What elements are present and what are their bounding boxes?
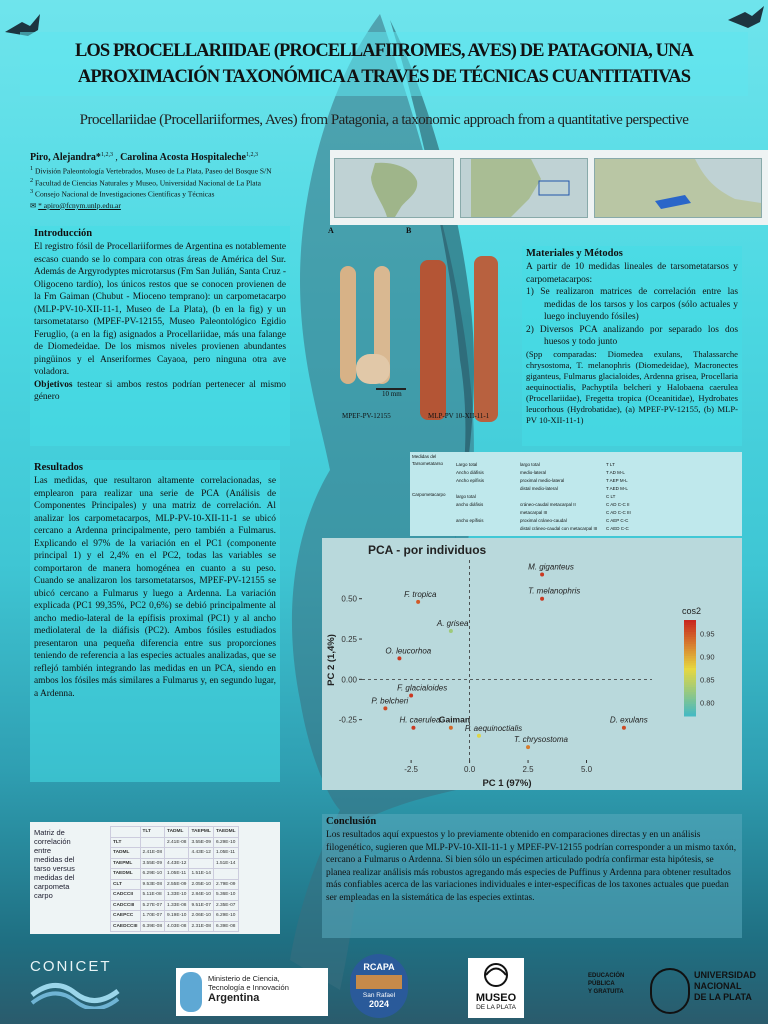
- author-1: Piro, Alejandra*: [30, 152, 101, 164]
- measurement-cell: T LT: [606, 462, 615, 467]
- ministerio-country: Argentina: [208, 992, 260, 1004]
- measurement-cell: C AD C-C III: [606, 510, 631, 515]
- figure-label-a: A: [328, 226, 334, 235]
- pca-point-label: F. tropica: [404, 589, 437, 599]
- unlp-logo-text: [694, 970, 756, 1003]
- x-tick-label: 0.0: [464, 765, 476, 774]
- argentina-shield-icon: [180, 972, 202, 1012]
- museo-emblem: [476, 962, 516, 988]
- results-text: Las medidas, que resultaron altamente correlacionadas, se emplearon para realizar una serie de PCA (Análisis de Componentes Principales) y una matriz de correlación. Al analizar los carpometacarpos, MLP-PV-10-XII-11-1 se ubicó cercano a Ardenna principalmente, pero también a Fulmarus. Explicando el 97% de la variación en el PC1 (componente principal 1) y el 2,4% en el PC2, todas las variables se comportaron de manera homogénea en cuanto a su peso. Cuando se analizaron los tarsometatarsos, MPEF-PV-12155 se ubicó cercano a Fulmarus y luego a Ardenna. La variación explicada (PC1 99,35%, PC2 0,6%) se debió principalmente al ancho medio-lateral de la epífisis proximal (PC1) y al ancho mediolateral de la diáfisis (PC2). Ambos fósiles estudiados presentaron una pequeña diferencia entre sus proporciones teniendo de referencia a las especies actuales analizadas, que se reflejó también integrando las medidas en un PCA, siendo en ambos los fósiles más similares a Fulmarus y, en segundo lugar, a Ardenna.: [34, 476, 276, 699]
- matrix-label: Matriz de correlación entre medidas del tarso versus medidas del carpometa carpo: [34, 828, 75, 900]
- measurement-cell: C LT: [606, 494, 616, 499]
- objectives-text: testear si ambos restos podrían pertenecer al mismo género: [34, 379, 286, 402]
- matrix-cell: 3.55E-09: [140, 858, 164, 869]
- matrix-row: [111, 848, 239, 859]
- legend-tick-label: 0.80: [700, 698, 715, 708]
- pca-point-label: P. aequinoctialis: [464, 723, 523, 733]
- y-axis-label: PC 2 (1,4%): [326, 634, 337, 686]
- affiliation-3: Consejo Nacional de Investigaciones Científicas y Técnicas: [35, 189, 215, 199]
- matrix-row-label: TAEPML: [111, 858, 141, 869]
- matrix-cell: 2.31E-08: [189, 921, 213, 932]
- ministerio-line-2: Tecnología e Innovación: [208, 983, 289, 992]
- measurement-cell: metacarpal III: [520, 510, 548, 515]
- matrix-cell: 2.84E-10: [189, 890, 213, 901]
- conclusion-heading: Conclusión: [326, 816, 377, 827]
- tarsometatarsus-bone-1: [340, 266, 356, 384]
- matrix-header-cell: TAEDML: [213, 827, 238, 838]
- matrix-row: [111, 911, 239, 922]
- x-axis-label: PC 1 (97%): [482, 778, 532, 789]
- ministerio-line-1: Ministerio de Ciencia,: [208, 974, 280, 983]
- matrix-cell: [213, 869, 238, 880]
- pca-point-label: O. leucorhoa: [385, 646, 432, 656]
- unlp-line-2: NACIONAL: [694, 981, 742, 991]
- results-heading: Resultados: [34, 462, 84, 473]
- matrix-row-label: TLT: [111, 837, 141, 848]
- legend-tick-label: 0.90: [700, 652, 715, 662]
- unlp-side-2: PÚBLICA: [588, 981, 615, 987]
- matrix-cell: 1.70E-07: [140, 911, 164, 922]
- pca-point: [397, 656, 401, 660]
- matrix-cell: 4.03E-08: [165, 921, 189, 932]
- measurement-cell: proximal cráneo-caudal: [520, 518, 567, 523]
- carpometacarpus-bone-1: [420, 260, 446, 420]
- measurement-cell: Largo total: [456, 462, 478, 467]
- pca-point: [540, 597, 544, 601]
- map-chubut-locality: [594, 158, 762, 218]
- matrix-cell: 1.33E-10: [165, 890, 189, 901]
- pca-point-label: M. giganteus: [528, 562, 574, 572]
- pca-point-label: A. grisea: [436, 618, 469, 628]
- pca-point-label: Gaiman: [438, 714, 471, 725]
- pca-point: [622, 726, 626, 730]
- unlp-side-1: EDUCACIÓN: [588, 973, 625, 979]
- measurements-table: [410, 452, 742, 536]
- matrix-row-label: CAEDCCIII: [111, 921, 141, 932]
- measurement-cell: distal medio-lateral: [520, 486, 558, 491]
- unlp-line-3: DE LA PLATA: [694, 992, 752, 1002]
- matrix-header-row: [111, 827, 239, 838]
- tarsometatarsus-distal: [356, 354, 390, 384]
- rcapa-city: San Rafael: [362, 992, 396, 999]
- matrix-cell: [165, 848, 189, 859]
- poster-title: [40, 38, 728, 90]
- authors-block: Piro, Alejandra*$^{1,2,3}$ , Carolina Acosta Hospitaleche$^{1,2,3}$ $^1$ División Paleontología Vertebrados, Museo de La Plata, Paseo del Bosque S/N $^2$ Facultad de Ciencias Naturales y Museo, Universidad Nacional de La Plata $^3$ Consejo Nacional de Investigaciones Científicas y Técnicas ✉ * apiro@fcnym.unlp.edu.ar: [30, 152, 272, 210]
- matrix-row-label: TAEDML: [111, 869, 141, 880]
- pca-point-label: D. exulans: [609, 715, 648, 725]
- methods-heading: Materiales y Métodos: [526, 248, 623, 259]
- matrix-row-label: TADML: [111, 848, 141, 859]
- pca-point: [383, 706, 387, 710]
- bird-icon-right: [728, 6, 764, 28]
- matrix-cell: 4.43E-12: [165, 858, 189, 869]
- matrix-cell: 9.19E-10: [165, 911, 189, 922]
- title-line-1: LOS PROCELLARIIDAE (PROCELLAFIIROMES, AVES) DE PATAGONIA, UNA: [74, 41, 694, 61]
- measurement-cell: C AD C-C II: [606, 502, 630, 507]
- matrix-cell: 2.55E-09: [165, 879, 189, 890]
- y-tick-label: 0.25: [341, 635, 357, 645]
- matrix-cell: 5.27E-07: [140, 900, 164, 911]
- author-email[interactable]: * apiro@fcnym.unlp.edu.ar: [38, 200, 121, 210]
- measurements-head-2: Tarsometatarso: [412, 461, 444, 466]
- measurement-cell: Ancho diáfisis: [456, 470, 484, 475]
- matrix-cell: 2.05E-10: [189, 879, 213, 890]
- methods-section: [522, 246, 742, 446]
- matrix-header-cell: [111, 827, 141, 838]
- matrix-cell: 2.06E-10: [189, 911, 213, 922]
- measurement-cell: C AED C-C: [606, 526, 629, 531]
- measurement-cell: distal cráneo-caudal con metacarpal III: [520, 526, 598, 531]
- measurement-cell: T AEP M-L: [606, 478, 628, 483]
- introduction-text: El registro fósil de Procellariiformes de Argentina es notablemente escaso cuando se lo compara con otras áreas de América del Sur. Además de Argyrodyptes microtarsus (Fm San Julián, Santa Cruz - Oligoceno tardío), los únicos restos que se conocen provienen de la Fm Gaiman (Chubut - Mioceno temprano): un carpometacarpo (MLP-PV-10-XII-11-1, Museo de La Plata), (b en la fig) y un tarsometatarso (MPEF-PV-12155, Museo Paleontológico Egidio Feruglio, (a en la fig) asignados a Procellariidae, más una falange de Diomedeidae. De los mismos niveles provienen abundantes pingüinos y el Anseriformes Cayaoa, pero ninguna otra ave voladora.: [34, 242, 286, 377]
- x-tick-label: 2.5: [522, 765, 534, 774]
- conclusion-section: [322, 814, 742, 938]
- author-separator: ,: [112, 153, 121, 164]
- pca-point: [449, 726, 453, 730]
- measurement-cell: Ancho epífisis: [456, 478, 485, 483]
- matrix-cell: 9.53E-08: [140, 879, 164, 890]
- matrix-cell: 2.79E-09: [213, 879, 238, 890]
- ministerio-logo: [176, 968, 328, 1016]
- matrix-header-cell: TLT: [140, 827, 164, 838]
- chart-title: PCA - por individuos: [368, 543, 487, 557]
- pca-point: [416, 600, 420, 604]
- pca-point-label: F. glacialoides: [397, 683, 448, 693]
- matrix-cell: 9.51E-07: [189, 900, 213, 911]
- unlp-side-3: Y GRATUITA: [588, 989, 624, 995]
- rcapa-landscape: [356, 975, 402, 989]
- measurement-cell: medio-lateral: [520, 470, 547, 475]
- matrix-cell: [140, 837, 164, 848]
- measurements-head-3: Carpometacarpo: [412, 492, 446, 497]
- author-2: Carolina Acosta Hospitaleche: [120, 152, 246, 164]
- caption-b: MLP-PV 10-XII-11-1: [428, 412, 490, 420]
- matrix-cell: 1.05E-11: [165, 869, 189, 880]
- title-line-2: APROXIMACIÓN TAXONÓMICA A TRAVÉS DE TÉCNICAS CUANTITATIVAS: [77, 67, 691, 87]
- matrix-cell: 5.11E-08: [140, 890, 164, 901]
- methods-item-1: 1) Se realizaron matrices de correlación entre las medidas de los tarsos y los carpos (sólo actuales y luego incluyendo fósiles): [526, 287, 738, 322]
- matrix-cell: 6.29E-10: [213, 837, 238, 848]
- matrix-row-label: CADCCII: [111, 890, 141, 901]
- matrix-cell: 6.29E-10: [140, 869, 164, 880]
- y-tick-label: -0.25: [338, 715, 357, 725]
- matrix-header-cell: TADML: [165, 827, 189, 838]
- pca-chart: [322, 538, 742, 790]
- conclusion-text: Los resultados aquí expuestos y lo previamente obtenido en comparaciones directas y en un análisis filogenético, sugieren que MLP-PV-10-XII-11-1 y MPEF-PV-12155 podrían corresponder a un mismo taxón, cercano a Fulmarus o Ardenna. Si bien sólo un espécimen articulado podría confirmar esta hipótesis, se planea realizar análisis más robustos agregando más especies de Puffinus y Ardenna para obtener resultados más confiables acerca de las variaciones individuales e inter-específicas de los taxones actuales que puedan ser empleadas en la sistemática de las especies extintas.: [326, 830, 737, 903]
- results-section: [30, 460, 280, 782]
- matrix-cell: 1.05E-11: [213, 848, 238, 859]
- matrix-cell: 6.39E-08: [213, 921, 238, 932]
- poster-subtitle: Procellariidae (Procellariiformes, Aves) from Patagonia, a taxonomic approach from a quantitative perspective: [79, 112, 689, 128]
- legend-title: cos2: [682, 606, 702, 616]
- methods-text: [526, 261, 738, 426]
- unlp-line-1: UNIVERSIDAD: [694, 970, 757, 980]
- introduction-section: [30, 226, 290, 446]
- pca-point-label: T. chrysostoma: [514, 735, 569, 745]
- map-south-america: [334, 158, 454, 218]
- measurement-cell: largo total: [456, 494, 476, 499]
- museo-line-2: DE LA PLATA: [476, 1004, 516, 1011]
- matrix-cell: 2.35E-07: [213, 900, 238, 911]
- x-tick-label: 5.0: [580, 765, 593, 774]
- location-maps: [330, 150, 768, 225]
- legend-tick-label: 0.95: [700, 629, 715, 639]
- x-tick-label: -2.5: [404, 765, 419, 774]
- measurement-cell: cráneo-caudal metacarpal II: [520, 502, 576, 507]
- matrix-row-label: CAEPCC: [111, 911, 141, 922]
- matrix-row: [111, 869, 239, 880]
- matrix-row-label: CADCCIII: [111, 900, 141, 911]
- pca-point: [477, 734, 481, 738]
- matrix-cell: 2.41E-08: [140, 848, 164, 859]
- matrix-cell: 1.51E-14: [213, 858, 238, 869]
- measurements-head-1: Medidas del: [412, 454, 437, 459]
- methods-species: (Spp comparadas: Diomedea exulans, Thalassarche chrysostoma, T. melanophris (Diomedeidae), Macronectes giganteus, Fulmarus glacialoides, Ardenna grisea, Procellaria aequinoctialis, Pachyptila belcheri y Halobaena caerulea (Procellariidae), Fregetta tropica (Oceanitidae), Hydrobates leucorhous (Hydrobatidae), (a) MPEF-PV-12155, (b) MLP-PV 10-XII-11-1): [526, 348, 738, 425]
- objectives-label: Objetivos: [34, 379, 73, 390]
- unlp-side-text: [588, 972, 624, 996]
- matrix-header-cell: TAEPML: [189, 827, 213, 838]
- museo-line-1: MUSEO: [475, 992, 517, 1004]
- measurement-cell: C AEP C-C: [606, 518, 629, 523]
- author-1-sup: 1,2,3: [100, 152, 113, 158]
- matrix-cell: 6.29E-10: [213, 911, 238, 922]
- pca-point: [540, 573, 544, 577]
- matrix-row: [111, 858, 239, 869]
- matrix-row: [111, 921, 239, 932]
- measurement-cell: T AED M-L: [606, 486, 628, 491]
- measurement-cell: largo total: [520, 462, 540, 467]
- rcapa-logo: [350, 954, 408, 1018]
- figure-label-b: B: [406, 226, 412, 235]
- conicet-logo: [30, 958, 120, 1014]
- museo-logo: [468, 958, 524, 1018]
- matrix-row: [111, 900, 239, 911]
- legend-gradient-step: [684, 714, 696, 717]
- pca-point: [526, 745, 530, 749]
- matrix-cell: 1.51E-14: [189, 869, 213, 880]
- pca-point-label: H. caerulea: [399, 715, 441, 725]
- pca-point: [411, 726, 415, 730]
- measurement-cell: ancho epífisis: [456, 518, 484, 523]
- correlation-matrix: [30, 822, 280, 934]
- measurement-cell: proximal medio-lateral: [520, 478, 565, 483]
- methods-intro: A partir de 10 medidas lineales de tarsometatarsos y carpometacarpos:: [526, 262, 738, 285]
- pca-chart-panel: [322, 538, 742, 790]
- matrix-cell: 6.39E-08: [140, 921, 164, 932]
- unlp-seal-icon: [650, 968, 690, 1014]
- matrix-row: [111, 879, 239, 890]
- rcapa-year: 2024: [368, 999, 390, 1009]
- conicet-label: CONICET: [30, 958, 112, 975]
- scale-label: 10 mm: [382, 390, 402, 398]
- map-patagonia: [460, 158, 588, 218]
- matrix-cell: 4.43E-12: [189, 848, 213, 859]
- author-2-sup: 1,2,3: [246, 152, 258, 158]
- matrix-cell: 3.55E-09: [189, 837, 213, 848]
- y-tick-label: 0.50: [341, 594, 357, 604]
- pca-point: [409, 693, 413, 697]
- affiliation-2: Facultad de Ciencias Naturales y Museo, Universidad Nacional de La Plata: [35, 178, 261, 188]
- matrix-row-label: CLT: [111, 879, 141, 890]
- matrix-cell: 1.33E-08: [165, 900, 189, 911]
- methods-item-2: 2) Diversos PCA analizando por separado los dos huesos y todo junto: [526, 324, 738, 347]
- measurement-cell: ancho diáfisis: [456, 502, 484, 507]
- matrix-cell: 2.41E-08: [165, 837, 189, 848]
- legend-tick-label: 0.85: [700, 675, 715, 685]
- matrix-cell: [189, 858, 213, 869]
- caption-a: MPEF-PV-12155: [342, 412, 391, 420]
- matrix-row: [111, 890, 239, 901]
- pca-point: [449, 629, 453, 633]
- introduction-heading: Introducción: [34, 228, 93, 239]
- measurement-cell: T AD M-L: [606, 470, 625, 475]
- matrix-row: [111, 837, 239, 848]
- y-tick-label: 0.00: [341, 675, 357, 685]
- pca-point-label: P. belcheri: [371, 696, 409, 706]
- rcapa-title: RCAPA: [363, 962, 395, 972]
- affiliation-1: División Paleontología Vertebrados, Museo de La Plata, Paseo del Bosque S/N: [35, 166, 272, 176]
- carpometacarpus-bone-2: [474, 256, 498, 422]
- conicet-emblem: [30, 975, 120, 1009]
- fossil-figure: [326, 226, 516, 426]
- pca-point-label: T. melanophris: [528, 586, 581, 596]
- matrix-table: [110, 826, 239, 932]
- matrix-cell: 5.36E-10: [213, 890, 238, 901]
- email-icon: ✉: [30, 200, 37, 210]
